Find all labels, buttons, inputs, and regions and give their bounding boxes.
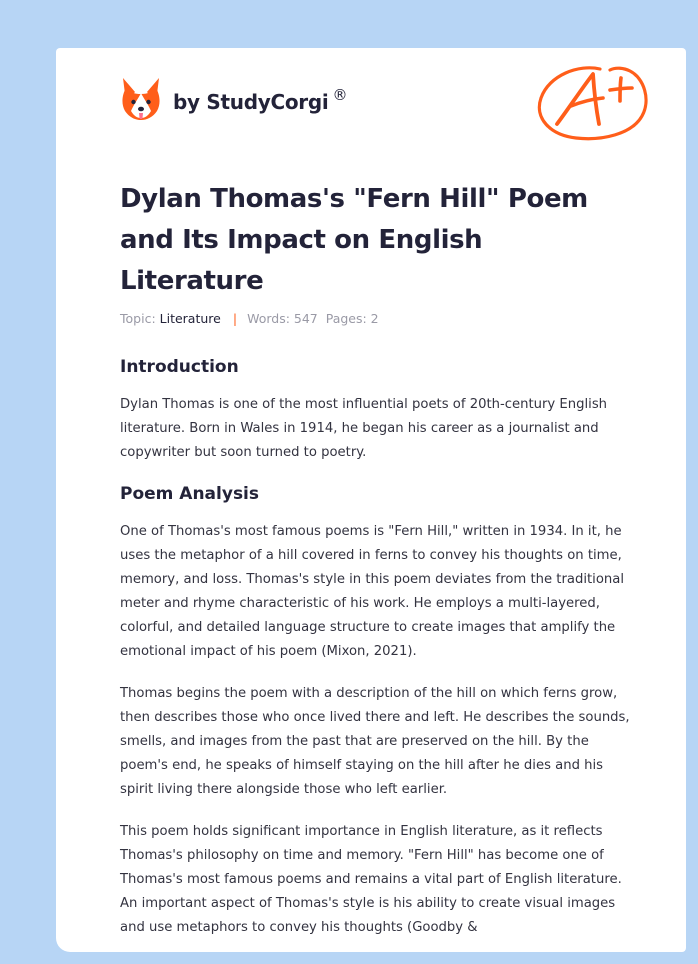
paragraph: This poem holds significant importance in English literature, as it reflects Thomas's philosophy on time and memory. "Fern Hill" has become one of Thomas's most famous poems and remains a vital part of English literature. An important aspect of Thomas's style is his ability to create visual images and use metaphors to convey his thoughts (Goodby &	[120, 824, 622, 935]
document-meta	[120, 311, 379, 326]
corgi-logo-icon	[120, 75, 162, 123]
a-plus-stamp-icon	[536, 58, 650, 142]
section-heading-introduction: Introduction	[120, 357, 239, 377]
document-body	[120, 354, 634, 952]
topic-value: Literature	[159, 311, 221, 326]
word-count: Words: 547	[247, 311, 318, 326]
meta-separator: |	[232, 311, 238, 326]
paragraph: One of Thomas's most famous poems is "Fern Hill," written in 1934. In it, he uses the metaphor of a hill covered in ferns to convey his thoughts on time, memory, and loss. Thomas's style in this poem deviates from the traditional meter and rhyme characteristic of his work. He employs a multi-layered, colorful, and detailed language structure to create images that amplify the emotional impact of his poem (Mixon, 2021).	[120, 524, 624, 659]
registered-mark: ®	[332, 86, 348, 104]
brand-header	[120, 75, 347, 123]
paragraph: Thomas begins the poem with a description of the hill on which ferns grow, then describes those who once lived there and left. He describes the sounds, smells, and images from the past that are preserved on the hill. By the poem's end, he speaks of himself staying on the hill after he dies and his spirit living there alongside those who left earlier.	[120, 686, 630, 797]
document-title: Dylan Thomas's "Fern Hill" Poem and Its Impact on English Literature	[120, 184, 588, 296]
paragraph: Dylan Thomas is one of the most influential poets of 20th-century English literature. Born in Wales in 1914, he began his career as a journalist and copywriter but soon turned to poetry.	[120, 397, 608, 460]
section-heading-poem-analysis: Poem Analysis	[120, 484, 260, 504]
page-count: Pages: 2	[325, 311, 379, 326]
topic-label: Topic:	[120, 311, 156, 326]
brand-name: by StudyCorgi ®	[173, 86, 348, 114]
document-page	[56, 48, 686, 952]
